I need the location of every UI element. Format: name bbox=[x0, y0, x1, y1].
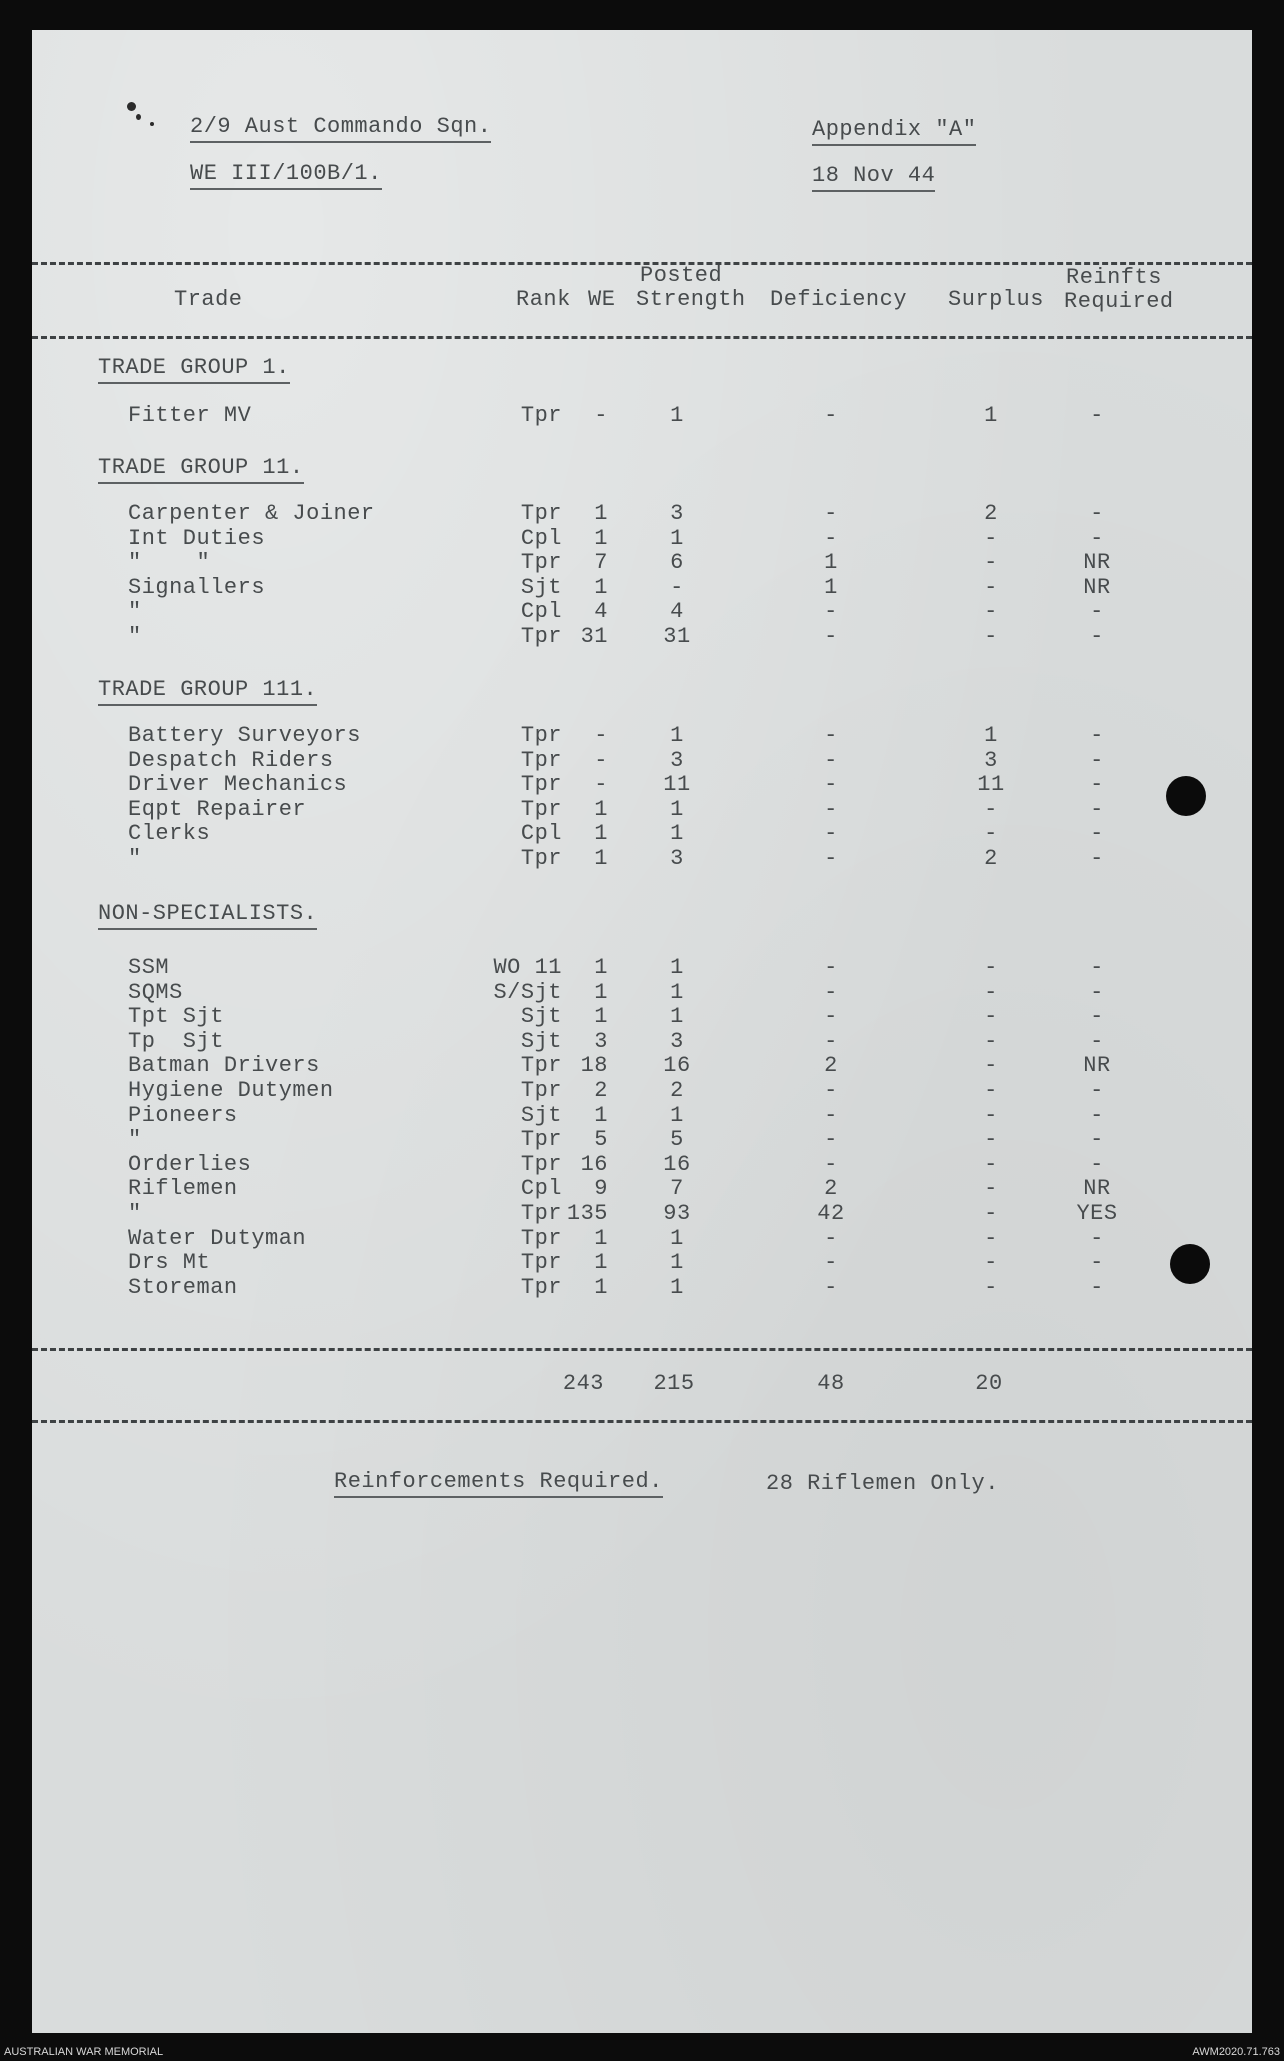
cell-surplus: 1 bbox=[984, 403, 998, 428]
cell-rank: Cpl bbox=[520, 525, 562, 551]
cell-deficiency: - bbox=[824, 1225, 838, 1251]
col-header-we: WE bbox=[588, 287, 616, 312]
appendix-label: Appendix "A" bbox=[812, 118, 976, 146]
cell-we: 1 bbox=[594, 574, 608, 600]
cell-posted: 6 bbox=[670, 550, 684, 576]
group-title: NON-SPECIALISTS. bbox=[98, 902, 317, 930]
cell-surplus: - bbox=[984, 599, 998, 625]
cell-posted: 1 bbox=[670, 403, 684, 428]
cell-rank: WO 11 bbox=[493, 955, 562, 980]
cell-posted: 5 bbox=[670, 1127, 684, 1153]
cell-surplus: - bbox=[984, 624, 998, 649]
cell-deficiency: - bbox=[824, 1250, 838, 1276]
col-header-deficiency: Deficiency bbox=[770, 287, 908, 312]
cell-rank: Tpr bbox=[520, 846, 562, 871]
unit-name: 2/9 Aust Commando Sqn. bbox=[190, 115, 491, 143]
cell-trade: Signallers bbox=[128, 574, 266, 600]
cell-we: 1 bbox=[594, 1102, 608, 1128]
cell-posted: 1 bbox=[670, 955, 684, 980]
cell-trade: Batman Drivers bbox=[128, 1053, 320, 1079]
cell-we: 5 bbox=[594, 1127, 608, 1153]
cell-rank: Tpr bbox=[520, 624, 562, 649]
cell-trade: Clerks bbox=[128, 821, 211, 847]
cell-posted: 1 bbox=[670, 796, 684, 822]
cell-we: 135 bbox=[566, 1201, 608, 1226]
cell-we: 1 bbox=[594, 525, 608, 551]
cell-reinfts: - bbox=[1090, 979, 1104, 1005]
cell-surplus: 2 bbox=[984, 846, 998, 871]
cell-surplus: - bbox=[984, 550, 998, 576]
cell-we: 1 bbox=[594, 1225, 608, 1251]
cell-deficiency: - bbox=[824, 1102, 838, 1128]
cell-trade: Drs Mt bbox=[128, 1250, 211, 1276]
cell-rank: Tpr bbox=[520, 501, 562, 526]
cell-we: 1 bbox=[594, 1274, 608, 1300]
cell-rank: Tpr bbox=[520, 772, 562, 798]
cell-trade: Int Duties bbox=[128, 525, 266, 551]
cell-surplus: - bbox=[984, 1201, 998, 1226]
cell-deficiency: - bbox=[824, 501, 838, 526]
cell-rank: Tpr bbox=[520, 747, 562, 773]
cell-posted: 3 bbox=[670, 1028, 684, 1054]
cell-rank: Tpr bbox=[520, 723, 562, 748]
cell-rank: Tpr bbox=[520, 796, 562, 822]
cell-reinfts: - bbox=[1090, 955, 1104, 980]
total-we: 243 bbox=[562, 1371, 604, 1396]
cell-reinfts: - bbox=[1090, 723, 1104, 748]
ink-speck bbox=[150, 122, 154, 126]
cell-surplus: - bbox=[984, 574, 998, 600]
cell-trade: Storeman bbox=[128, 1274, 238, 1300]
cell-reinfts: - bbox=[1090, 1127, 1104, 1153]
header-bottom-rule bbox=[32, 336, 1252, 339]
cell-rank: S/Sjt bbox=[493, 979, 562, 1005]
cell-posted: 1 bbox=[670, 1004, 684, 1030]
cell-reinfts: - bbox=[1090, 1102, 1104, 1128]
cell-posted: 16 bbox=[663, 1053, 691, 1079]
cell-deficiency: - bbox=[824, 1127, 838, 1153]
cell-we: 1 bbox=[594, 1004, 608, 1030]
cell-we: 1 bbox=[594, 821, 608, 847]
group-title: TRADE GROUP 11. bbox=[98, 456, 304, 484]
cell-reinfts: - bbox=[1090, 772, 1104, 798]
cell-rank: Tpr bbox=[520, 1225, 562, 1251]
cell-deficiency: 1 bbox=[824, 550, 838, 576]
cell-trade: SQMS bbox=[128, 979, 183, 1005]
cell-deficiency: - bbox=[824, 772, 838, 798]
ink-speck bbox=[127, 102, 136, 111]
totals-bottom-rule bbox=[32, 1420, 1252, 1423]
cell-posted: 7 bbox=[670, 1176, 684, 1202]
cell-reinfts: - bbox=[1090, 846, 1104, 871]
cell-surplus: - bbox=[984, 821, 998, 847]
archive-ref: AWM2020.71.763 bbox=[1192, 2046, 1280, 2058]
reinforcements-value: 28 Riflemen Only. bbox=[766, 1471, 999, 1496]
cell-reinfts: NR bbox=[1083, 1176, 1111, 1202]
group-title: TRADE GROUP 111. bbox=[98, 678, 317, 706]
cell-surplus: - bbox=[984, 955, 998, 980]
cell-trade: " bbox=[128, 846, 142, 871]
cell-we: 1 bbox=[594, 846, 608, 871]
col-header-strength: Strength bbox=[636, 287, 746, 312]
total-surplus: 20 bbox=[975, 1371, 1003, 1396]
cell-trade: Despatch Riders bbox=[128, 747, 334, 773]
cell-deficiency: 2 bbox=[824, 1053, 838, 1079]
cell-surplus: - bbox=[984, 1028, 998, 1054]
cell-surplus: - bbox=[984, 1078, 998, 1103]
group-title: TRADE GROUP 1. bbox=[98, 356, 290, 384]
cell-we: 4 bbox=[594, 599, 608, 625]
cell-deficiency: - bbox=[824, 846, 838, 871]
cell-posted: 1 bbox=[670, 979, 684, 1005]
cell-trade: Hygiene Dutymen bbox=[128, 1078, 334, 1103]
cell-we: - bbox=[594, 403, 608, 428]
cell-posted: 1 bbox=[670, 723, 684, 748]
cell-posted: 1 bbox=[670, 1225, 684, 1251]
total-posted: 215 bbox=[653, 1371, 695, 1396]
cell-surplus: - bbox=[984, 1004, 998, 1030]
cell-reinfts: - bbox=[1090, 501, 1104, 526]
cell-deficiency: 1 bbox=[824, 574, 838, 600]
cell-trade: Riflemen bbox=[128, 1176, 238, 1202]
cell-surplus: - bbox=[984, 1102, 998, 1128]
cell-posted: 1 bbox=[670, 1102, 684, 1128]
cell-reinfts: - bbox=[1090, 1274, 1104, 1300]
totals-top-rule bbox=[32, 1348, 1252, 1351]
cell-deficiency: - bbox=[824, 979, 838, 1005]
cell-trade: Water Dutyman bbox=[128, 1225, 307, 1251]
punch-hole bbox=[1170, 1244, 1210, 1284]
cell-trade: Orderlies bbox=[128, 1151, 252, 1177]
cell-rank: Tpr bbox=[520, 1053, 562, 1079]
cell-reinfts: - bbox=[1090, 1151, 1104, 1177]
cell-rank: Tpr bbox=[520, 1274, 562, 1300]
cell-deficiency: 42 bbox=[817, 1201, 845, 1226]
cell-rank: Sjt bbox=[520, 1102, 562, 1128]
cell-reinfts: NR bbox=[1083, 574, 1111, 600]
cell-posted: 31 bbox=[663, 624, 691, 649]
cell-posted: 1 bbox=[670, 525, 684, 551]
cell-posted: 1 bbox=[670, 1250, 684, 1276]
punch-hole bbox=[1166, 776, 1206, 816]
cell-rank: Tpr bbox=[520, 550, 562, 576]
cell-reinfts: - bbox=[1090, 403, 1104, 428]
cell-posted: 1 bbox=[670, 821, 684, 847]
cell-deficiency: - bbox=[824, 525, 838, 551]
cell-deficiency: - bbox=[824, 1274, 838, 1300]
archive-credit: AUSTRALIAN WAR MEMORIAL bbox=[4, 2046, 164, 2058]
col-header-surplus: Surplus bbox=[948, 287, 1044, 312]
ink-speck bbox=[136, 114, 141, 120]
col-header-trade: Trade bbox=[174, 287, 243, 312]
cell-surplus: - bbox=[984, 1127, 998, 1153]
cell-posted: 3 bbox=[670, 846, 684, 871]
cell-reinfts: NR bbox=[1083, 550, 1111, 576]
cell-trade: Tp Sjt bbox=[128, 1028, 224, 1054]
cell-reinfts: - bbox=[1090, 1078, 1104, 1103]
cell-rank: Tpr bbox=[520, 1078, 562, 1103]
cell-rank: Tpr bbox=[520, 403, 562, 428]
cell-we: 1 bbox=[594, 979, 608, 1005]
cell-posted: 16 bbox=[663, 1151, 691, 1177]
cell-reinfts: - bbox=[1090, 624, 1104, 649]
document-date: 18 Nov 44 bbox=[812, 164, 935, 192]
cell-trade: Tpt Sjt bbox=[128, 1004, 224, 1030]
cell-reinfts: - bbox=[1090, 747, 1104, 773]
cell-surplus: 3 bbox=[984, 747, 998, 773]
cell-surplus: - bbox=[984, 525, 998, 551]
cell-surplus: - bbox=[984, 796, 998, 822]
cell-trade: " bbox=[128, 624, 142, 649]
cell-trade: " bbox=[128, 1127, 142, 1153]
reinforcements-label: Reinforcements Required. bbox=[334, 1470, 663, 1498]
cell-rank: Cpl bbox=[520, 1176, 562, 1202]
cell-trade: Driver Mechanics bbox=[128, 772, 348, 798]
cell-deficiency: - bbox=[824, 821, 838, 847]
cell-deficiency: - bbox=[824, 1151, 838, 1177]
cell-we: - bbox=[594, 772, 608, 798]
cell-rank: Tpr bbox=[520, 1250, 562, 1276]
cell-reinfts: - bbox=[1090, 1004, 1104, 1030]
col-header-required: Required bbox=[1064, 289, 1174, 314]
cell-posted: 3 bbox=[670, 747, 684, 773]
cell-rank: Tpr bbox=[520, 1151, 562, 1177]
col-header-posted: Posted bbox=[640, 263, 723, 288]
cell-we: 1 bbox=[594, 796, 608, 822]
cell-posted: 2 bbox=[670, 1078, 684, 1103]
cell-we: - bbox=[594, 723, 608, 748]
cell-reinfts: - bbox=[1090, 1225, 1104, 1251]
cell-we: 31 bbox=[580, 624, 608, 649]
cell-trade: " bbox=[128, 599, 142, 625]
cell-reinfts: - bbox=[1090, 796, 1104, 822]
cell-posted: 4 bbox=[670, 599, 684, 625]
cell-trade: SSM bbox=[128, 955, 170, 980]
cell-deficiency: - bbox=[824, 796, 838, 822]
cell-deficiency: - bbox=[824, 723, 838, 748]
total-deficiency: 48 bbox=[817, 1371, 845, 1396]
cell-rank: Cpl bbox=[520, 599, 562, 625]
cell-deficiency: - bbox=[824, 624, 838, 649]
col-header-rank: Rank bbox=[516, 287, 571, 312]
cell-trade: Fitter MV bbox=[128, 403, 252, 428]
cell-surplus: - bbox=[984, 979, 998, 1005]
cell-surplus: - bbox=[984, 1151, 998, 1177]
cell-posted: - bbox=[670, 574, 684, 600]
cell-we: 9 bbox=[594, 1176, 608, 1202]
cell-surplus: 11 bbox=[977, 772, 1005, 798]
cell-posted: 3 bbox=[670, 501, 684, 526]
cell-reinfts: - bbox=[1090, 821, 1104, 847]
col-header-reinfts: Reinfts bbox=[1066, 265, 1162, 290]
cell-deficiency: - bbox=[824, 1078, 838, 1103]
cell-trade: Battery Surveyors bbox=[128, 723, 361, 748]
cell-trade: " " bbox=[128, 550, 211, 576]
cell-we: 1 bbox=[594, 501, 608, 526]
cell-we: 18 bbox=[580, 1053, 608, 1079]
reference-number: WE III/100B/1. bbox=[190, 162, 382, 190]
cell-posted: 11 bbox=[663, 772, 691, 798]
cell-we: 1 bbox=[594, 1250, 608, 1276]
cell-rank: Tpr bbox=[520, 1127, 562, 1153]
cell-trade: Pioneers bbox=[128, 1102, 238, 1128]
cell-deficiency: - bbox=[824, 1028, 838, 1054]
cell-reinfts: NR bbox=[1083, 1053, 1111, 1079]
cell-reinfts: YES bbox=[1076, 1201, 1118, 1226]
cell-trade: Eqpt Repairer bbox=[128, 796, 307, 822]
cell-reinfts: - bbox=[1090, 1250, 1104, 1276]
cell-rank: Sjt bbox=[520, 574, 562, 600]
cell-surplus: 1 bbox=[984, 723, 998, 748]
cell-we: 2 bbox=[594, 1078, 608, 1103]
cell-we: - bbox=[594, 747, 608, 773]
cell-rank: Sjt bbox=[520, 1028, 562, 1054]
cell-we: 7 bbox=[594, 550, 608, 576]
cell-trade: " bbox=[128, 1201, 142, 1226]
cell-reinfts: - bbox=[1090, 525, 1104, 551]
cell-surplus: 2 bbox=[984, 501, 998, 526]
document-sheet bbox=[32, 30, 1252, 2033]
cell-posted: 1 bbox=[670, 1274, 684, 1300]
cell-rank: Cpl bbox=[520, 821, 562, 847]
cell-posted: 93 bbox=[663, 1201, 691, 1226]
cell-deficiency: - bbox=[824, 403, 838, 428]
cell-reinfts: - bbox=[1090, 1028, 1104, 1054]
cell-reinfts: - bbox=[1090, 599, 1104, 625]
cell-we: 1 bbox=[594, 955, 608, 980]
cell-surplus: - bbox=[984, 1250, 998, 1276]
cell-rank: Tpr bbox=[520, 1201, 562, 1226]
cell-surplus: - bbox=[984, 1053, 998, 1079]
cell-deficiency: - bbox=[824, 747, 838, 773]
cell-trade: Carpenter & Joiner bbox=[128, 501, 375, 526]
cell-deficiency: - bbox=[824, 955, 838, 980]
cell-deficiency: - bbox=[824, 1004, 838, 1030]
cell-surplus: - bbox=[984, 1274, 998, 1300]
cell-we: 16 bbox=[580, 1151, 608, 1177]
cell-we: 3 bbox=[594, 1028, 608, 1054]
cell-surplus: - bbox=[984, 1176, 998, 1202]
cell-surplus: - bbox=[984, 1225, 998, 1251]
cell-rank: Sjt bbox=[520, 1004, 562, 1030]
cell-deficiency: - bbox=[824, 599, 838, 625]
cell-deficiency: 2 bbox=[824, 1176, 838, 1202]
